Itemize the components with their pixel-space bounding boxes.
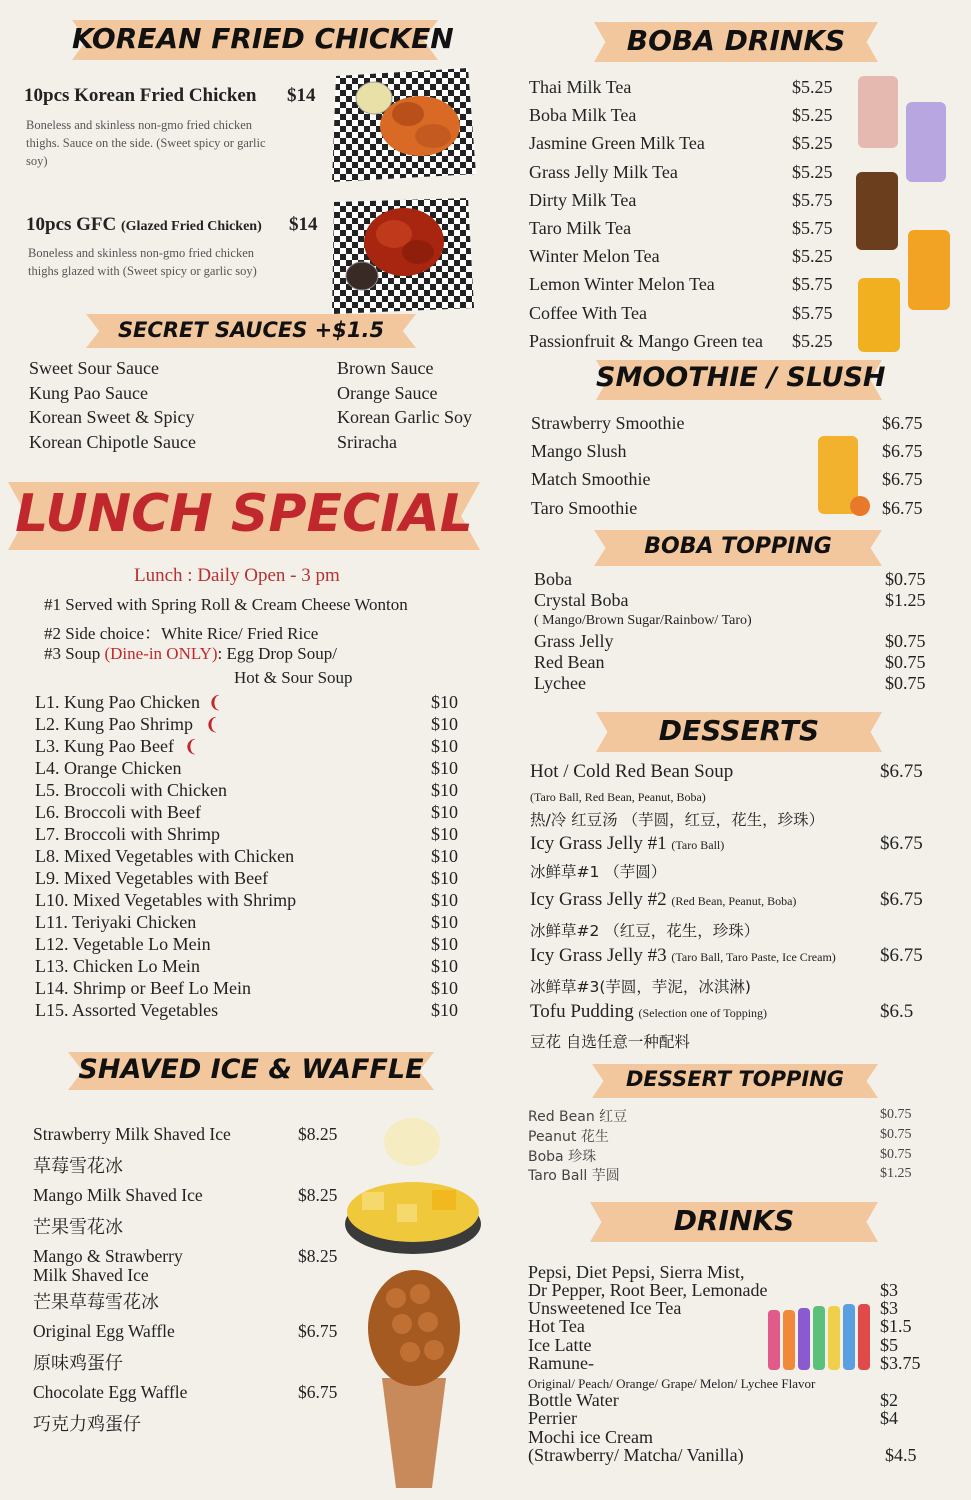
kfc-item-1-desc-2: thighs. Sauce on the side. (Sweet spicy or garlic (26, 136, 266, 150)
dessert-2-cn: 冰鲜草#1 （芋圆） (530, 863, 667, 881)
shaved-item-2-price: $8.25 (298, 1185, 338, 1205)
boba-item-name: Coffee With Tea (529, 302, 647, 323)
boba-item-price: $5.25 (792, 105, 833, 126)
shaved-item-1-cn: 草莓雪花冰 (33, 1156, 123, 1177)
kfc-item-2-name-note: (Glazed Fried Chicken) (121, 219, 262, 234)
dessert-3-note: (Red Bean, Peanut, Boba) (671, 894, 797, 908)
lunch-item-price: $10 (431, 978, 458, 998)
shaved-item-5-price: $6.75 (298, 1382, 338, 1402)
topping-item-1: Boba (534, 569, 572, 589)
topping-item-2: Crystal Boba (534, 590, 629, 610)
smoothie-item-price: $6.75 (882, 497, 923, 518)
drinks-title: DRINKS (673, 1204, 795, 1237)
drinks-price-2: $3 (880, 1280, 898, 1300)
topping-price-5: $0.75 (885, 673, 926, 693)
dessert-topping-item-4: Taro Ball 芋圆 (528, 1168, 620, 1184)
kfc-item-1-name: 10pcs Korean Fried Chicken (24, 85, 257, 106)
boba-drinks-photo (852, 72, 956, 354)
boba-item-price: $5.75 (792, 302, 833, 323)
boba-item-price: $5.25 (792, 246, 833, 267)
smoothie-title: SMOOTHIE / SLUSH (596, 362, 886, 393)
boba-item-name: Jasmine Green Milk Tea (529, 133, 705, 154)
drinks-price-3: $3 (880, 1298, 898, 1318)
lunch-title: LUNCH SPECIAL (15, 484, 473, 544)
dessert-2-name (530, 833, 724, 855)
drinks-line-9: Perrier (528, 1408, 577, 1428)
dessert-topping-item-1: Red Bean 红豆 (528, 1109, 628, 1125)
lunch-item-name: L1. Kung Pao Chicken (35, 692, 200, 712)
smoothie-item-price: $6.75 (882, 469, 923, 490)
dessert-topping-item-3: Boba 珍珠 (528, 1149, 597, 1165)
sauces-left-list (29, 356, 196, 454)
dessert-4-note: (Taro Ball, Taro Paste, Ice Cream) (671, 950, 836, 964)
sauce-item: Brown Sauce (337, 358, 434, 378)
topping-crystal-note: ( Mango/Brown Sugar/Rainbow/ Taro) (534, 613, 752, 628)
dessert-4-price: $6.75 (880, 945, 923, 966)
dessert-topping-title: DESSERT TOPPING (625, 1067, 845, 1091)
smoothie-item-name: Taro Smoothie (531, 497, 638, 518)
boba-item-name: Taro Milk Tea (529, 218, 632, 238)
lunch-item-price: $10 (431, 868, 458, 888)
lunch-item-price: $10 (431, 934, 458, 954)
dessert-2-price: $6.75 (880, 833, 923, 854)
shaved-item-3-cn: 芒果草莓雪花冰 (33, 1292, 159, 1313)
lunch-item-price: $10 (431, 736, 458, 756)
boba-item-price: $5.25 (792, 161, 833, 182)
lunch-item-name: L12. Vegetable Lo Mein (35, 934, 211, 954)
shaved-item-5-cn: 巧克力鸡蛋仔 (33, 1414, 141, 1435)
drinks-line-8: Bottle Water (528, 1390, 619, 1410)
drinks-price-9: $4 (880, 1408, 898, 1428)
dessert-2-note: (Taro Ball) (671, 838, 725, 852)
dessert-topping-price-1: $0.75 (880, 1107, 912, 1122)
kfc-item-2-desc-1: Boneless and skinless non-gmo fried chicken (28, 246, 254, 260)
dessert-4-name-main: Icy Grass Jelly #3 (530, 945, 667, 966)
smoothie-item-price: $6.75 (882, 441, 923, 462)
boba-title: BOBA DRINKS (626, 24, 846, 57)
lunch-item-name: L2. Kung Pao Shrimp (35, 714, 194, 734)
topping-price-2: $1.25 (885, 590, 926, 610)
chili-pepper-icon: ❨ (205, 715, 220, 734)
dessert-4-cn: 冰鲜草#3(芋圆，芋泥，冰淇淋) (530, 978, 751, 996)
shaved-title: SHAVED ICE & WAFFLE (78, 1054, 424, 1085)
shaved-item-1-price: $8.25 (298, 1124, 338, 1144)
sauce-item: Sweet Sour Sauce (29, 358, 159, 378)
lunch-item-price: $10 (431, 780, 458, 800)
drinks-price-4: $1.5 (880, 1316, 912, 1336)
lunch-item-name: L6. Broccoli with Beef (35, 802, 201, 822)
kfc-item-2-price: $14 (289, 214, 318, 235)
kfc-item-2-desc-2: thighs glazed with (Sweet spicy or garlic soy) (28, 264, 257, 278)
drinks-line-4: Hot Tea (528, 1316, 585, 1336)
dessert-5-cn: 豆花 自选任意一种配料 (530, 1033, 690, 1051)
lunch-item-name: L3. Kung Pao Beef (35, 736, 174, 756)
drinks-line-11: (Strawberry/ Matcha/ Vanilla) (528, 1445, 744, 1465)
lunch-item-name: L13. Chicken Lo Mein (35, 956, 200, 976)
dessert-3-name (530, 889, 796, 911)
smoothie-item-price: $6.75 (882, 413, 923, 433)
boba-item-name: Boba Milk Tea (529, 105, 637, 126)
dessert-3-name-main: Icy Grass Jelly #2 (530, 889, 667, 910)
lunch-item-name: L4. Orange Chicken (35, 758, 182, 778)
smoothie-item-name: Strawberry Smoothie (531, 413, 685, 433)
kfc-item-2-name (26, 214, 262, 236)
shaved-item-4-name: Original Egg Waffle (33, 1321, 175, 1341)
shaved-item-4-price: $6.75 (298, 1321, 338, 1341)
topping-item-4: Red Bean (534, 652, 605, 672)
shaved-item-3-name: Mango & Strawberry (33, 1246, 183, 1266)
boba-item-name: Lemon Winter Melon Tea (529, 274, 715, 295)
dessert-topping-price-4: $1.25 (880, 1166, 912, 1181)
sauce-item: Sriracha (337, 431, 397, 452)
boba-item-name: Dirty Milk Tea (529, 189, 637, 210)
boba-item-name: Winter Melon Tea (529, 246, 660, 267)
drinks-price-5: $5 (880, 1335, 898, 1355)
topping-price-1: $0.75 (885, 569, 926, 589)
sauce-item: Korean Chipotle Sauce (29, 431, 196, 452)
topping-price-3: $0.75 (885, 631, 926, 651)
drinks-price-8: $2 (880, 1390, 898, 1410)
drinks-line-7: Original/ Peach/ Orange/ Grape/ Melon/ Lychee Flavor (528, 1376, 816, 1391)
sauces-title: SECRET SAUCES +$1.5 (117, 318, 385, 342)
shaved-item-5-name: Chocolate Egg Waffle (33, 1382, 188, 1402)
lunch-item-price: $10 (431, 758, 458, 778)
dessert-2-name-main: Icy Grass Jelly #1 (530, 833, 667, 854)
boba-item-price: $5.25 (792, 77, 833, 97)
lunch-item-price: $10 (431, 912, 458, 932)
dessert-topping-price-2: $0.75 (880, 1127, 912, 1142)
dessert-5-price: $6.5 (880, 1001, 914, 1022)
lunch-note-3c: : Egg Drop Soup/ (217, 644, 337, 663)
smoothie-item-name: Match Smoothie (531, 469, 651, 490)
dessert-5-name-main: Tofu Pudding (530, 1001, 634, 1022)
dessert-1-cn: 热/冷 红豆汤 （芋圆，红豆，花生，珍珠） (530, 811, 825, 829)
boba-item-price: $5.25 (792, 330, 833, 351)
boba-item-price: $5.25 (792, 133, 833, 154)
shaved-item-3-name2: Milk Shaved Ice (33, 1265, 149, 1285)
boba-item-price: $5.75 (792, 218, 833, 238)
lunch-hours: Lunch : Daily Open - 3 pm (134, 565, 340, 586)
lunch-item-name: L7. Broccoli with Shrimp (35, 824, 220, 844)
shaved-item-1-name: Strawberry Milk Shaved Ice (33, 1124, 231, 1144)
lunch-item-name: L5. Broccoli with Chicken (35, 780, 227, 800)
shaved-item-2-name: Mango Milk Shaved Ice (33, 1185, 203, 1205)
topping-title: BOBA TOPPING (644, 534, 832, 559)
lunch-note-3a: #3 Soup (44, 644, 105, 663)
dessert-topping-item-2: Peanut 花生 (528, 1129, 609, 1145)
chili-pepper-icon: ❨ (208, 693, 223, 712)
topping-item-5: Lychee (534, 673, 586, 693)
lunch-item-name: L8. Mixed Vegetables with Chicken (35, 846, 295, 866)
sauce-item: Orange Sauce (337, 382, 438, 403)
chili-pepper-icon: ❨ (184, 737, 199, 756)
ramune-bottles-photo (766, 1300, 872, 1374)
sauce-item: Korean Sweet & Spicy (29, 407, 195, 427)
dessert-5-name (530, 1001, 767, 1023)
drinks-line-1: Pepsi, Diet Pepsi, Sierra Mist, (528, 1262, 745, 1282)
dessert-3-price: $6.75 (880, 889, 923, 910)
kfc-item-1-price: $14 (287, 85, 316, 106)
desserts-title: DESSERTS (658, 714, 820, 747)
lunch-note-3 (44, 644, 337, 664)
lunch-note-1: #1 Served with Spring Roll & Cream Cheese Wonton (44, 595, 408, 614)
dessert-4-name (530, 945, 836, 967)
lunch-item-name: L9. Mixed Vegetables with Beef (35, 868, 269, 888)
boba-item-name: Thai Milk Tea (529, 77, 632, 97)
shaved-ice-photo (342, 1112, 484, 1262)
dessert-1-price: $6.75 (880, 761, 923, 782)
lunch-item-name: L15. Assorted Vegetables (35, 1000, 219, 1020)
drinks-line-6: Ramune- (528, 1353, 594, 1373)
shaved-item-3-price: $8.25 (298, 1246, 338, 1266)
lunch-note-4: Hot & Sour Soup (234, 668, 353, 687)
lunch-item-price: $10 (431, 890, 458, 910)
drinks-line-2: Dr Pepper, Root Beer, Lemonade (528, 1280, 768, 1300)
lunch-item-price: $10 (431, 1000, 458, 1020)
topping-price-4: $0.75 (885, 652, 926, 672)
drinks-line-10: Mochi ice Cream (528, 1427, 653, 1447)
boba-item-price: $5.75 (792, 189, 833, 210)
boba-item-name: Passionfruit & Mango Green tea (529, 330, 763, 351)
smoothie-item-name: Mango Slush (531, 441, 627, 462)
dessert-topping-price-3: $0.75 (880, 1147, 912, 1162)
sauces-right-list (337, 356, 472, 454)
topping-item-3: Grass Jelly (534, 631, 614, 651)
kfc-title: KOREAN FRIED CHICKEN (72, 22, 454, 55)
lunch-note-3b: (Dine-in ONLY) (104, 644, 218, 663)
kfc-item-1-desc-1: Boneless and skinless non-gmo fried chicken (26, 118, 252, 132)
boba-item-name: Grass Jelly Milk Tea (529, 161, 678, 182)
lunch-item-name: L11. Teriyaki Chicken (35, 912, 197, 932)
boba-item-price: $5.75 (792, 274, 833, 295)
drinks-price-6: $3.75 (880, 1353, 921, 1373)
fried-chicken-photo (328, 66, 478, 184)
dessert-1-name: Hot / Cold Red Bean Soup (530, 761, 734, 782)
lunch-item-price: $10 (431, 956, 458, 976)
sauce-item: Kung Pao Sauce (29, 382, 148, 403)
shaved-item-2-cn: 芒果雪花冰 (33, 1217, 123, 1238)
lunch-item-price: $10 (431, 714, 458, 734)
lunch-item-price: $10 (431, 824, 458, 844)
mango-slush-photo (812, 430, 872, 518)
glazed-chicken-photo (328, 194, 478, 318)
shaved-item-4-cn: 原味鸡蛋仔 (33, 1353, 123, 1374)
sauce-item: Korean Garlic Soy (337, 407, 472, 427)
lunch-note-2: #2 Side choice：White Rice/ Fried Rice (44, 624, 319, 643)
dessert-5-note: (Selection one of Topping) (638, 1006, 768, 1020)
egg-waffle-photo (362, 1268, 466, 1490)
lunch-item-price: $10 (431, 846, 458, 866)
dessert-3-cn: 冰鲜草#2 （红豆，花生，珍珠） (530, 922, 760, 940)
lunch-item-name: L14. Shrimp or Beef Lo Mein (35, 978, 251, 998)
drinks-price-11: $4.5 (885, 1445, 917, 1465)
dessert-1-sub: (Taro Ball, Red Bean, Peanut, Boba) (530, 790, 706, 804)
drinks-line-5: Ice Latte (528, 1335, 592, 1355)
lunch-item-price: $10 (431, 802, 458, 822)
kfc-item-2-name-main: 10pcs GFC (26, 214, 117, 235)
drinks-line-3: Unsweetened Ice Tea (528, 1298, 682, 1318)
lunch-item-name: L10. Mixed Vegetables with Shrimp (35, 890, 297, 910)
lunch-item-price: $10 (431, 692, 458, 712)
kfc-item-1-desc-3: soy) (26, 154, 48, 168)
